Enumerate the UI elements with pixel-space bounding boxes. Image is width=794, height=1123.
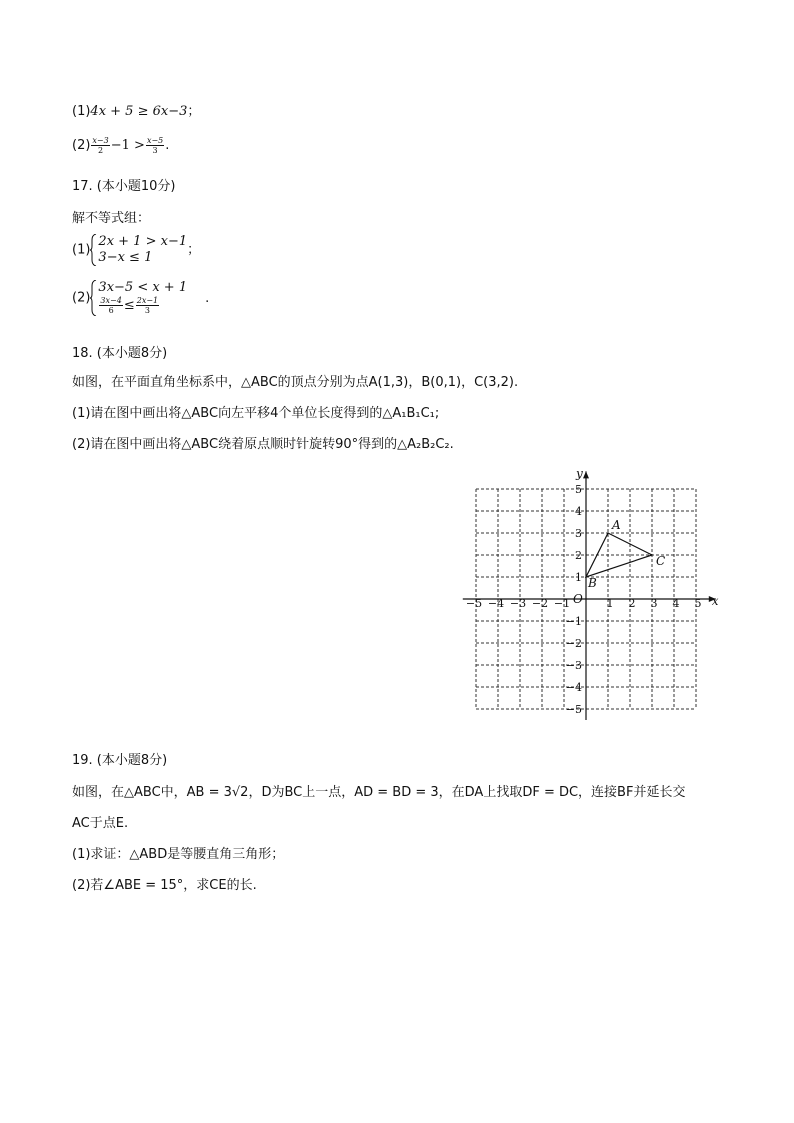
q16-part2-fraction-left: $\frac{x-3}{2}$ [92,136,109,155]
y-tick-label: −1 [565,615,582,628]
q17-part1-inequality-1: 2x + 1 > x−1 [98,234,188,249]
x-tick-label: 5 [694,597,702,610]
q19-stem-line-1: 如图，在△ABC中，AB = 3√2，D为BC上一点，AD = BD = 3，在DA上找取DF = DC，连接BF并延长交 [72,785,686,800]
x-axis-label: x [711,594,719,608]
y-tick-label: 4 [575,505,582,518]
tick-labels [466,466,719,716]
x-tick-label: 2 [628,597,636,610]
q16-part1-end: ； [187,104,201,119]
q17-part2-system [90,280,187,316]
y-tick-label: 5 [575,483,582,496]
q17-intro: 解不等式组： [72,211,151,226]
y-tick-label: 2 [575,549,582,562]
x-tick-label: −5 [465,597,483,610]
vertex-label-c: C [656,554,666,568]
y-tick-label: −2 [565,637,582,650]
q16-part1-expression: 4x + 5 ≥ 6x−3 [90,104,188,119]
left-brace-icon [90,280,97,316]
q19-part2: (2)若∠ABE = 15°，求CE的长. [72,878,257,893]
q19-part1: (1)求证：△ABD是等腰直角三角形； [72,847,285,862]
q16-part2-end: . [165,138,170,153]
x-tick-label: −3 [509,597,527,610]
q17-part1 [72,234,200,266]
q18-heading: 18. (本小题8分) [72,346,168,361]
x-tick-label: −1 [553,597,571,610]
q19-heading: 19. (本小题8分) [72,753,168,768]
q18-stem: 如图，在平面直角坐标系中，△ABC的顶点分别为点A(1,3)，B(0,1)，C(3,2). [72,375,519,390]
q18-part1: (1)请在图中画出将△ABC向左平移4个单位长度得到的△A₁B₁C₁; [72,406,440,421]
y-tick-label: 1 [575,571,582,584]
x-tick-label: 3 [650,597,658,610]
vertex-label-b: B [588,576,597,590]
q17-part2 [72,280,209,316]
coordinate-grid-figure [448,458,728,720]
y-tick-label: −3 [565,659,582,672]
q18-part2: (2)请在图中画出将△ABC绕着原点顺时针旋转90°得到的△A₂B₂C₂. [72,437,454,452]
vertex-label-a: A [612,518,621,532]
q17-heading: 17. (本小题10分) [72,179,176,194]
q17-part1-system [90,234,187,266]
q16-part1-label: (1) [72,104,91,119]
left-brace-icon [90,234,97,266]
origin-label: O [573,592,583,606]
q17-part1-inequality-2: 3−x ≤ 1 [98,250,153,265]
q17-part1-label: (1) [72,242,91,258]
x-tick-label: 4 [672,597,680,610]
q17-part2-inequality-1: 3x−5 < x + 1 [98,280,188,295]
y-tick-label: 3 [575,527,582,540]
x-tick-label: −2 [531,597,549,610]
y-tick-label: −4 [565,681,582,694]
y-tick-label: −5 [565,703,582,716]
q16-part2-middle: −1 > [110,138,145,153]
x-tick-label: 1 [606,597,614,610]
axes [463,471,716,720]
triangle-abc [586,518,665,590]
q16-part2-label: (2) [72,138,91,153]
q19-stem-line-2: AC于点E. [72,816,129,831]
q16-part2-fraction-right: $\frac{x-5}{3}$ [146,136,164,155]
q16-part2 [72,136,169,155]
q17-part2-inequality-2: $\frac{3x-4}{6}$ ≤ $\frac{2x-1}{3}$ [100,296,159,315]
y-axis-arrow-icon [583,471,589,478]
y-axis-label: y [576,466,583,481]
x-tick-label: −4 [487,597,505,610]
q17-part2-label: (2) [72,290,91,306]
q17-part2-end: . [205,290,210,306]
q16-part1 [72,103,200,121]
q17-part1-end: ； [187,242,201,258]
